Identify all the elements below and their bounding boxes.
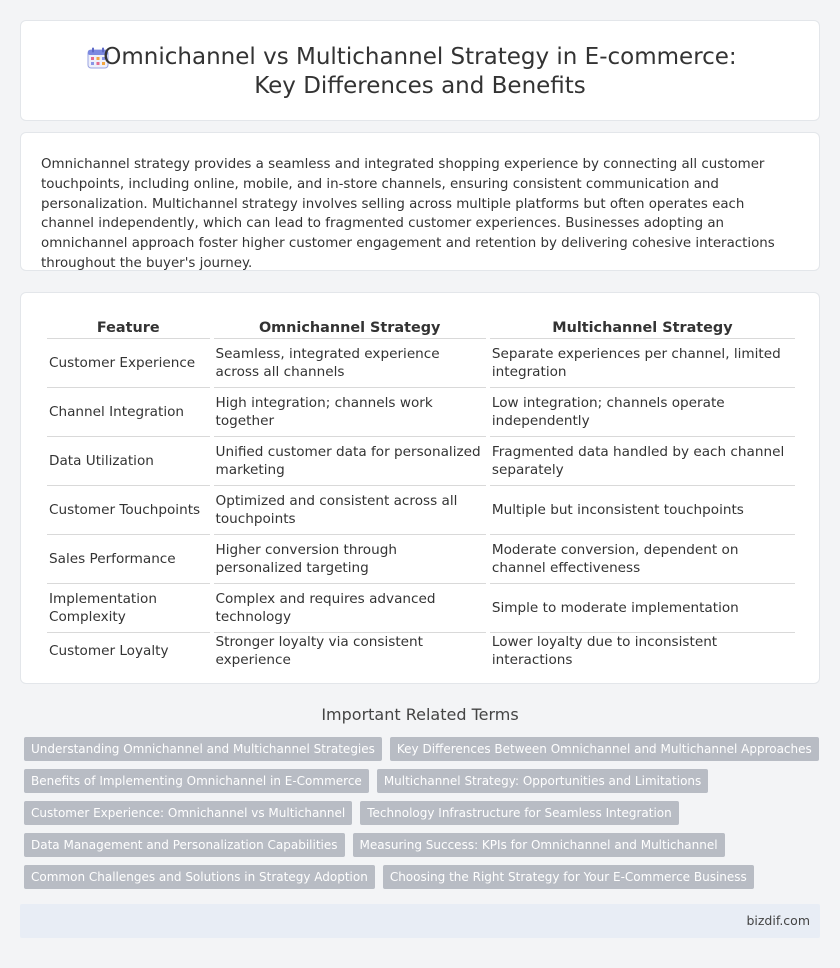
- multichannel-cell: Moderate conversion, dependent on channel effectiveness: [490, 535, 795, 584]
- footer-bar: [20, 904, 820, 938]
- related-term-tag[interactable]: Choosing the Right Strategy for Your E-Commerce Business: [383, 865, 754, 889]
- multichannel-cell: Multiple but inconsistent touchpoints: [490, 486, 795, 535]
- omnichannel-cell: Unified customer data for personalized marketing: [214, 437, 486, 486]
- omnichannel-cell: Seamless, integrated experience across all channels: [214, 339, 486, 388]
- related-term-tag[interactable]: Understanding Omnichannel and Multichannel Strategies: [24, 737, 382, 761]
- multichannel-cell: Low integration; channels operate independently: [490, 388, 795, 437]
- omnichannel-cell: Stronger loyalty via consistent experience: [215, 634, 423, 668]
- page-title: Omnichannel vs Multichannel Strategy in E-commerce: Key Differences and Benefits: [103, 44, 737, 99]
- related-term-tag[interactable]: Key Differences Between Omnichannel and Multichannel Approaches: [390, 737, 819, 761]
- comparison-card: [20, 292, 820, 684]
- feature-cell: Implementation Complexity: [47, 584, 210, 633]
- table-row: [47, 535, 795, 584]
- title-card: [20, 20, 820, 121]
- related-terms-heading: Important Related Terms: [321, 705, 519, 724]
- feature-cell: Data Utilization: [47, 437, 210, 486]
- comparison-table: [43, 317, 799, 669]
- feature-cell: Customer Touchpoints: [47, 486, 210, 535]
- multichannel-cell: Fragmented data handled by each channel separately: [490, 437, 795, 486]
- related-term-tag[interactable]: Customer Experience: Omnichannel vs Multichannel: [24, 801, 352, 825]
- omnichannel-cell: Optimized and consistent across all touchpoints: [214, 486, 486, 535]
- multichannel-cell: Lower loyalty due to inconsistent interactions: [491, 634, 718, 668]
- omnichannel-cell: Higher conversion through personalized targeting: [214, 535, 486, 584]
- intro-card: [20, 132, 820, 271]
- related-term-tag[interactable]: Multichannel Strategy: Opportunities and Limitations: [377, 769, 708, 793]
- related-term-tag[interactable]: Benefits of Implementing Omnichannel in E-Commerce: [24, 769, 369, 793]
- related-term-tag[interactable]: Common Challenges and Solutions in Strategy Adoption: [24, 865, 375, 889]
- intro-paragraph: Omnichannel strategy provides a seamless and integrated shopping experience by connecting all customer touchpoints, including online, mobile, and in-store channels, ensuring consistent communication and personalization. Multichannel strategy involves selling across multiple platforms but often operates each channel independently, which can lead to fragmented customer experiences. Businesses adopting an omnichannel approach foster higher customer engagement and retention by delivering cohesive interactions throughout the buyer's journey.: [41, 157, 775, 271]
- related-term-tag[interactable]: Data Management and Personalization Capabilities: [24, 833, 345, 857]
- table-header-row: [47, 317, 795, 339]
- table-row: [47, 437, 795, 486]
- feature-cell: Customer Loyalty: [49, 643, 169, 659]
- table-row: [47, 339, 795, 388]
- table-row: [47, 388, 795, 437]
- omnichannel-cell: High integration; channels work together: [214, 388, 486, 437]
- header-multichannel: Multichannel Strategy: [490, 317, 795, 339]
- related-term-tag[interactable]: Measuring Success: KPIs for Omnichannel and Multichannel: [353, 833, 725, 857]
- table-row: [47, 584, 795, 633]
- multichannel-cell: Simple to moderate implementation: [490, 584, 795, 633]
- header-omnichannel: Omnichannel Strategy: [214, 317, 486, 339]
- omnichannel-cell: Complex and requires advanced technology: [214, 584, 486, 633]
- related-terms-list: [24, 737, 824, 897]
- header-feature: Feature: [47, 317, 210, 339]
- feature-cell: Customer Experience: [47, 339, 210, 388]
- related-term-tag[interactable]: Technology Infrastructure for Seamless Integration: [360, 801, 678, 825]
- multichannel-cell: Separate experiences per channel, limited integration: [490, 339, 795, 388]
- feature-cell: Channel Integration: [47, 388, 210, 437]
- table-row: [47, 486, 795, 535]
- footer-site-link[interactable]: bizdif.com: [746, 913, 810, 928]
- table-row: [47, 633, 795, 669]
- feature-cell: Sales Performance: [47, 535, 210, 584]
